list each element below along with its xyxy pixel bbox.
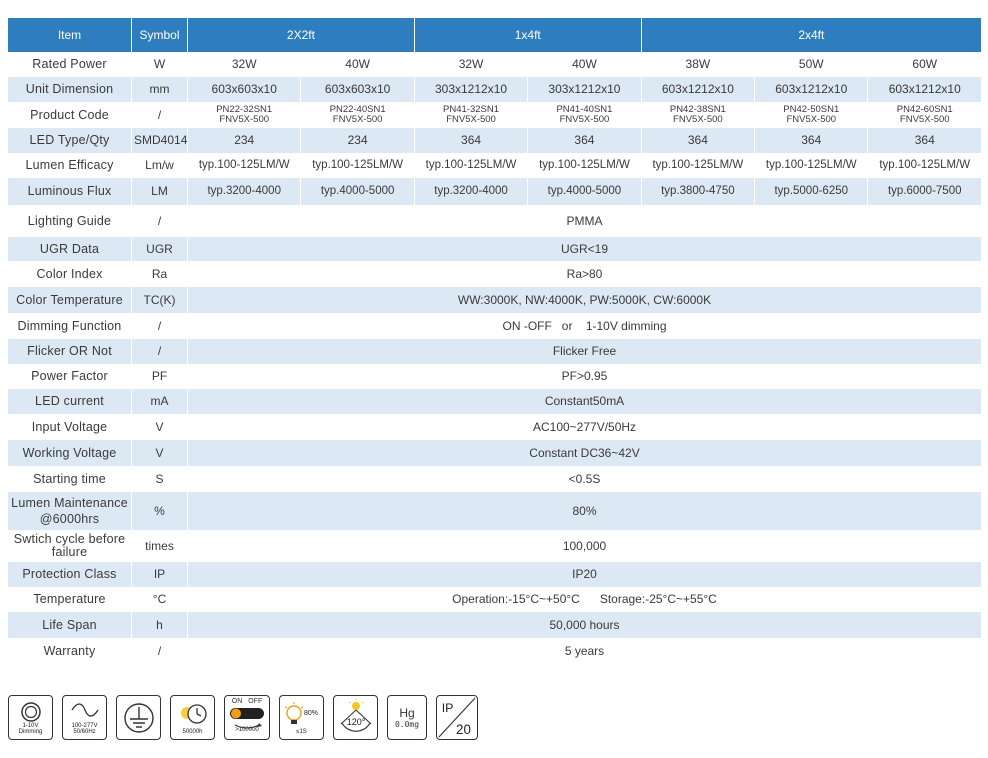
row-power-factor (8, 364, 982, 389)
code-line: FNV5X-500 (332, 114, 383, 125)
row-symbol: Ra (132, 261, 188, 287)
merged-value: Flicker Free (188, 339, 982, 364)
row-symbol: h (132, 612, 188, 638)
row-label: Dimming Function (8, 313, 132, 339)
cell: 364 (528, 128, 641, 153)
beam-angle-text: 120° (346, 716, 365, 727)
cell: typ.3800-4750 (642, 178, 755, 205)
row-symbol: SMD4014 (132, 128, 188, 153)
ip-top-text: IP (441, 701, 454, 716)
dimming-caption-2: Dimming (18, 728, 43, 735)
cell: typ.4000-5000 (301, 178, 414, 205)
row-label: LED current (8, 389, 132, 414)
row-symbol: PF (132, 364, 188, 389)
cell: typ.100-125LM/W (528, 153, 641, 178)
cell: typ.4000-5000 (528, 178, 641, 205)
row-symbol: / (132, 205, 188, 237)
startup-icon (279, 695, 324, 740)
cell: typ.100-125LM/W (868, 153, 982, 178)
merged-value: ON -OFF or 1-10V dimming (188, 313, 982, 339)
code-line: PN41-32SN1 (443, 104, 500, 115)
voltage-caption-2: 50/60Hz (73, 728, 96, 735)
row-label: Protection Class (8, 562, 132, 587)
row-flicker (8, 339, 982, 364)
mercury-symbol: Hg (399, 705, 415, 720)
row-label: Flicker OR Not (8, 339, 132, 364)
code-line: FNV5X-500 (446, 114, 496, 125)
cell (188, 102, 301, 128)
row-symbol: TC(K) (132, 287, 188, 313)
row-label: Starting time (8, 466, 132, 492)
merged-value: PMMA (188, 205, 982, 237)
row-symbol: W (132, 52, 188, 77)
voltage-icon (62, 695, 107, 740)
cell: 234 (301, 128, 414, 153)
row-symbol: times (132, 530, 188, 562)
cell: 603x1212x10 (868, 77, 982, 102)
lifespan-caption: 50000h (182, 728, 203, 735)
code-line: PN22-32SN1 (216, 104, 273, 115)
merged-value: PF>0.95 (188, 364, 982, 389)
row-color-index (8, 261, 982, 287)
cell: typ.3200-4000 (188, 178, 301, 205)
startup-percent: 80% (303, 709, 318, 717)
dimming-icon (8, 695, 53, 740)
cell: 603x1212x10 (755, 77, 868, 102)
row-rated-power (8, 52, 982, 77)
row-symbol: Lm/w (132, 153, 188, 178)
lifespan-icon (170, 695, 215, 740)
cell: typ.3200-4000 (415, 178, 528, 205)
row-dimming (8, 313, 982, 339)
row-led-type (8, 128, 982, 153)
cell (868, 102, 982, 128)
mercury-value: 0.0mg (394, 719, 420, 729)
cell: 40W (301, 52, 414, 77)
row-label: Life Span (8, 612, 132, 638)
row-label: Swtich cycle before failure (8, 530, 132, 562)
cell: 603x1212x10 (642, 77, 755, 102)
header-row (8, 18, 982, 52)
cell: typ.100-125LM/W (415, 153, 528, 178)
row-input-voltage (8, 414, 982, 440)
cell: 364 (642, 128, 755, 153)
row-label: UGR Data (8, 237, 132, 261)
row-label: Color Index (8, 261, 132, 287)
code-line: PN42-50SN1 (783, 104, 840, 115)
mercury-icon (387, 695, 427, 740)
cell: 364 (868, 128, 982, 153)
merged-value: 80% (188, 492, 982, 530)
row-label: LED Type/Qty (8, 128, 132, 153)
row-label: Power Factor (8, 364, 132, 389)
merged-value: Operation:-15°C~+50°C Storage:-25°C~+55°C (188, 587, 982, 612)
header-group-2x4: 2x4ft (642, 18, 982, 52)
header-item: Item (8, 18, 132, 52)
startup-caption: ≤1S (296, 728, 307, 735)
dimming-knob-graphic (18, 701, 44, 723)
spec-table (8, 18, 982, 664)
merged-value: 5 years (188, 638, 982, 664)
merged-value: Ra>80 (188, 261, 982, 287)
merged-value: <0.5S (188, 466, 982, 492)
row-label: Input Voltage (8, 414, 132, 440)
row-temperature (8, 587, 982, 612)
cell: 32W (188, 52, 301, 77)
row-symbol: IP (132, 562, 188, 587)
row-working-voltage (8, 440, 982, 466)
row-symbol: / (132, 313, 188, 339)
code-line: FNV5X-500 (899, 114, 950, 125)
beam-angle-graphic (336, 698, 376, 738)
cell: 303x1212x10 (528, 77, 641, 102)
row-life-span (8, 612, 982, 638)
cell: typ.6000-7500 (868, 178, 982, 205)
row-luminous-flux (8, 178, 982, 205)
bulb-clock-graphic (176, 701, 210, 729)
cell: 364 (415, 128, 528, 153)
header-group-1x4: 1x4ft (415, 18, 642, 52)
cell (528, 102, 641, 128)
ip-rating-icon (436, 695, 478, 740)
cell: 234 (188, 128, 301, 153)
row-symbol: / (132, 638, 188, 664)
row-symbol: LM (132, 178, 188, 205)
cell: typ.100-125LM/W (642, 153, 755, 178)
cell: typ.5000-6250 (755, 178, 868, 205)
row-lumen-efficacy (8, 153, 982, 178)
merged-value: UGR<19 (188, 237, 982, 261)
row-ugr (8, 237, 982, 261)
row-symbol: / (132, 339, 188, 364)
row-symbol: mm (132, 77, 188, 102)
cell: 603x603x10 (188, 77, 301, 102)
beam-angle-icon (333, 695, 378, 740)
row-product-code (8, 102, 982, 128)
cell (301, 102, 414, 128)
merged-value: 100,000 (188, 530, 982, 562)
row-led-current (8, 389, 982, 414)
ip-rating-graphic (436, 696, 478, 739)
row-label: Warranty (8, 638, 132, 664)
row-label: Lighting Guide (8, 205, 132, 237)
ground-symbol-graphic (122, 701, 156, 735)
cell (415, 102, 528, 128)
cell: 32W (415, 52, 528, 77)
code-line: PN22-40SN1 (329, 104, 386, 115)
row-color-temperature (8, 287, 982, 313)
code-line: FNV5X-500 (559, 114, 610, 125)
row-switch-cycle (8, 530, 982, 562)
code-line: FNV5X-500 (219, 114, 270, 125)
row-protection-class (8, 562, 982, 587)
row-label: Temperature (8, 587, 132, 612)
cell: 40W (528, 52, 641, 77)
row-label: Product Code (8, 102, 132, 128)
cell: typ.100-125LM/W (188, 153, 301, 178)
dimming-caption-1: 1-10V (22, 722, 39, 729)
row-symbol: mA (132, 389, 188, 414)
code-line: PN42-38SN1 (669, 104, 726, 115)
merged-value: 50,000 hours (188, 612, 982, 638)
switch-cycle-icon (224, 695, 270, 740)
merged-value: Constant DC36~42V (188, 440, 982, 466)
row-symbol: V (132, 414, 188, 440)
row-label: Color Temperature (8, 287, 132, 313)
row-symbol: S (132, 466, 188, 492)
voltage-caption-1: 100-277V (71, 722, 98, 729)
merged-value: IP20 (188, 562, 982, 587)
switch-labels (232, 697, 263, 706)
cell: 364 (755, 128, 868, 153)
ip-bottom-text: 20 (456, 722, 471, 738)
switch-off-label: OFF (248, 698, 263, 705)
switch-on-label: ON (231, 698, 243, 705)
ground-icon (116, 695, 161, 740)
row-label: Working Voltage (8, 440, 132, 466)
switch-caption: >100000 (235, 727, 259, 733)
row-label: Rated Power (8, 52, 132, 77)
header-symbol: Symbol (132, 18, 188, 52)
cell: 38W (642, 52, 755, 77)
row-label: Lumen Efficacy (8, 153, 132, 178)
row-symbol: °C (132, 587, 188, 612)
header-group-2x2: 2X2ft (188, 18, 415, 52)
sine-wave-graphic (70, 701, 100, 719)
cell (755, 102, 868, 128)
code-line: FNV5X-500 (786, 114, 837, 125)
row-lumen-maintenance (8, 492, 982, 530)
row-label: Luminous Flux (8, 178, 132, 205)
row-symbol: V (132, 440, 188, 466)
row-label: Lumen Maintenance @6000hrs (8, 492, 132, 530)
row-lighting-guide (8, 205, 982, 237)
cell: 603x603x10 (301, 77, 414, 102)
cell (642, 102, 755, 128)
bulb-startup-graphic (282, 701, 322, 729)
cell: 50W (755, 52, 868, 77)
merged-value: AC100~277V/50Hz (188, 414, 982, 440)
cell: typ.100-125LM/W (755, 153, 868, 178)
row-label: Unit Dimension (8, 77, 132, 102)
row-unit-dimension (8, 77, 982, 102)
code-line: PN41-40SN1 (556, 104, 613, 115)
code-line: PN42-60SN1 (896, 104, 953, 115)
code-line: FNV5X-500 (673, 114, 723, 125)
feature-icons (8, 695, 478, 740)
cell: typ.100-125LM/W (301, 153, 414, 178)
merged-value: Constant50mA (188, 389, 982, 414)
cell: 303x1212x10 (415, 77, 528, 102)
row-starting-time (8, 466, 982, 492)
merged-value: WW:3000K, NW:4000K, PW:5000K, CW:6000K (188, 287, 982, 313)
row-symbol: / (132, 102, 188, 128)
cell: 60W (868, 52, 982, 77)
row-symbol: % (132, 492, 188, 530)
row-symbol: UGR (132, 237, 188, 261)
row-warranty (8, 638, 982, 664)
